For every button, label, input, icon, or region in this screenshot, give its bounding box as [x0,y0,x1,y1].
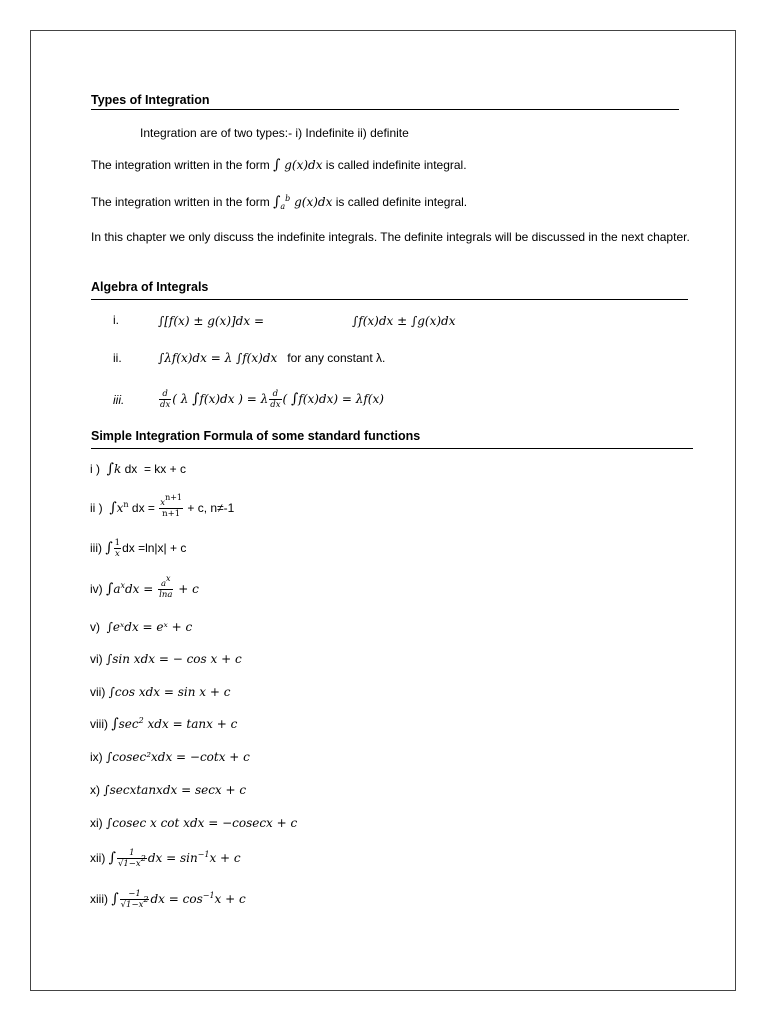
standard-formulas-heading: Simple Integration Formula of some standard functions [91,429,421,443]
types-of-integration-heading: Types of Integration [91,93,210,107]
algebra-label-3: iii. [113,393,125,407]
formula-3: iii) ∫ $\frac{1}{x}$ dx =ln|x| + c [90,538,187,560]
algebra-label-1: i. [113,313,119,327]
indefinite-formula: ∫ g(x)dx [273,157,323,173]
algebra-label-2: ii. [113,351,122,365]
heading-rule-1 [91,109,679,110]
formula-6: vi) ∫sin xdx = − cos x + c [90,652,242,666]
definite-line: The integration written in the form $\int_a^b$ g(x)dx is called definite integral. [91,194,468,211]
formula-4: iv) $\int a^xdx$ = $\frac{a^x}{\ln a}$ + c [90,574,199,600]
indefinite-line: The integration written in the form ∫ g(x)dx is called indefinite integral. [91,157,467,173]
definite-formula: $\int_a^b$ g(x)dx [273,194,333,211]
formula-10: x) ∫secxtanxdx = secx + c [90,783,247,797]
algebra-item-3: $\frac{d}{dx}$ ( λ ∫f(x)dx ) = λ $\frac{d}{dx}$ ( ∫f(x)dx) = λf(x) [160,389,384,410]
algebra-item-1-rhs: ∫f(x)dx ± ∫g(x)dx [352,314,456,328]
formula-2: ii ) $\int x^n$ dx = $\frac{x^{n+1}}{n+1}$ + c, n≠-1 [90,493,235,520]
formula-5: v) ∫eˣdx = eˣ + c [90,620,193,634]
formula-12: xii) ∫ $\frac{1}{√1-x^2}$ dx = $\sin^{-1}x + c$ [90,848,241,869]
heading-rule-2 [91,299,688,300]
formula-8: viii) $\int\sec^2$ xdx = tanx + c [90,716,238,732]
algebra-item-1-lhs: ∫[f(x) ± g(x)]dx = [158,314,265,328]
formula-13: xiii) ∫ $\frac{-1}{√1-x^2}$ dx = $\cos^{-1}x + c$ [90,889,246,910]
formula-1: i ) ∫k dx = kx + c [90,461,186,477]
heading-rule-3 [91,448,693,449]
algebra-item-2: ∫λf(x)dx = λ ∫f(x)dx for any constant λ. [158,351,386,365]
formula-9: ix) ∫cosec²xdx = −cotx + c [90,750,250,764]
formula-11: xi) ∫cosec x cot xdx = −cosecx + c [90,816,298,830]
formula-7: vii) ∫cos xdx = sin x + c [90,685,231,699]
types-line: Integration are of two types:- i) Indefinite ii) definite [140,126,409,140]
algebra-heading: Algebra of Integrals [91,280,209,294]
chapter-paragraph: In this chapter we only discuss the indefinite integrals. The definite integrals will be discussed in the next chapter. [91,230,690,244]
